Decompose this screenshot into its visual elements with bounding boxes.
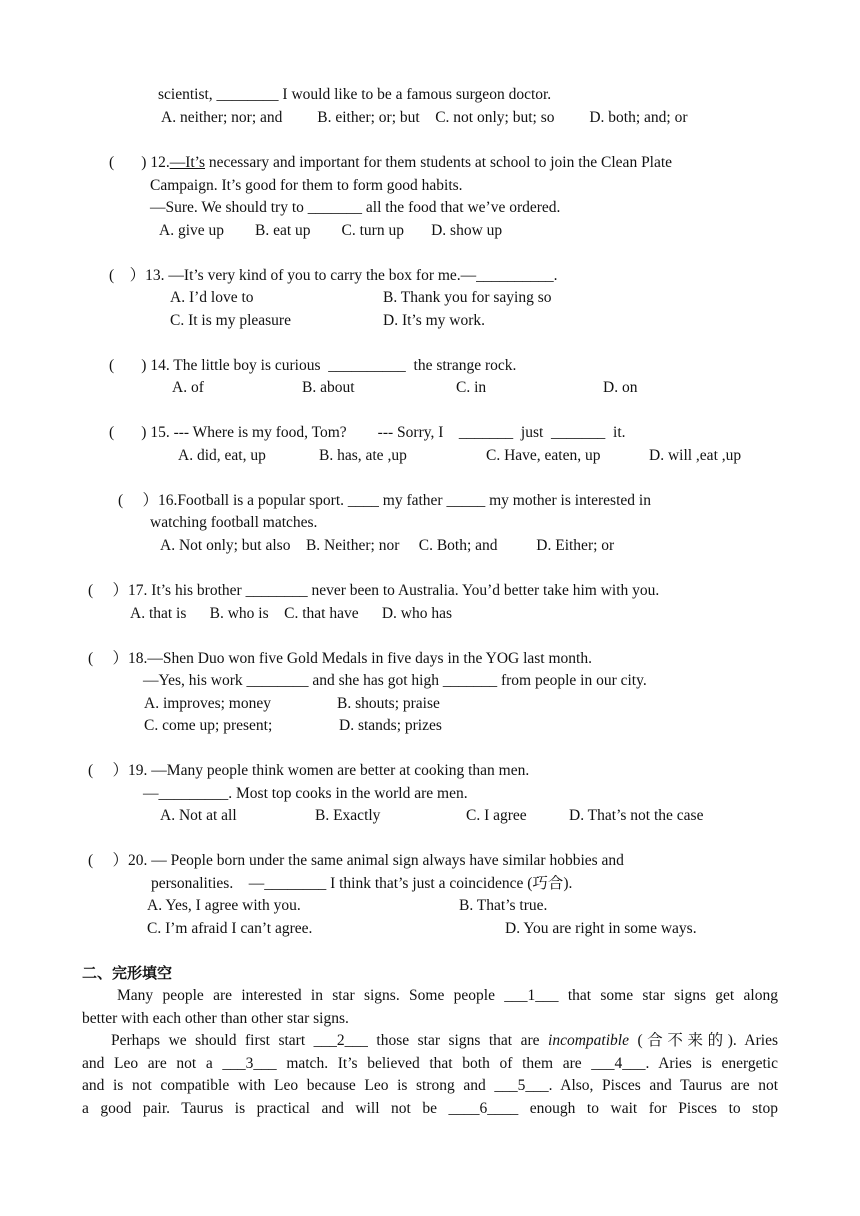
cloze-p2-text-b: (合不来的). Aries	[628, 1032, 778, 1049]
q15-option-d: D. will ,eat ,up	[649, 447, 742, 464]
q16-options: A. Not only; but also B. Neither; nor C. Both; and D. Either; or	[160, 537, 615, 554]
q20-option-b: B. That’s true.	[459, 897, 548, 914]
section-heading: 二、完形填空	[82, 964, 173, 982]
cloze-paragraph1-line1: Many people are interested in star signs. Some people ___1___ that some star signs get along	[117, 987, 778, 1004]
cloze-p2-italic: incompatible	[548, 1032, 629, 1049]
q12-underlined: —It’s	[169, 154, 206, 171]
q17-stem: ( ）17. It’s his brother ________ never been to Australia. You’d better take him with you.	[88, 582, 660, 599]
q13-stem: ( ）13. —It’s very kind of you to carry the box for me.—__________.	[109, 267, 558, 284]
q19-line2: —_________. Most top cooks in the world are men.	[143, 785, 468, 802]
q12-stem-text: necessary and important for them students at school to join the Clean Plate	[205, 154, 673, 171]
cloze-paragraph2-line2: and Leo are not a ___3___ match. It’s believed that both of them are ___4___. Aries is energetic	[82, 1055, 778, 1072]
q19-stem: ( ）19. —Many people think women are better at cooking than men.	[88, 762, 530, 779]
q15-option-b: B. has, ate ,up	[319, 447, 407, 464]
q19-option-b: B. Exactly	[315, 807, 381, 824]
q12-line2: Campaign. It’s good for them to form good habits.	[150, 177, 463, 194]
q11-line: scientist, ________ I would like to be a famous surgeon doctor.	[158, 86, 552, 103]
q18-option-d: D. stands; prizes	[339, 717, 442, 734]
q18-option-b: B. shouts; praise	[337, 695, 440, 712]
cloze-paragraph1-line2: better with each other than other star signs.	[82, 1010, 349, 1027]
q18-option-a: A. improves; money	[144, 695, 271, 712]
q14-option-b: B. about	[302, 379, 355, 396]
cloze-paragraph2-line3: and is not compatible with Leo because Leo is strong and ___5___. Also, Pisces and Taurus are not	[82, 1077, 778, 1094]
q12-stem	[109, 153, 672, 173]
q13-option-c: C. It is my pleasure	[170, 312, 291, 329]
q13-option-a: A. I’d love to	[170, 289, 254, 306]
q13-option-d: D. It’s my work.	[383, 312, 486, 329]
q19-option-c: C. I agree	[466, 807, 527, 824]
q12-options: A. give up B. eat up C. turn up D. show up	[159, 222, 503, 239]
q18-option-c: C. come up; present;	[144, 717, 273, 734]
q15-option-a: A. did, eat, up	[178, 447, 266, 464]
q20-stem: ( ）20. — People born under the same animal sign always have similar hobbies and	[88, 852, 624, 869]
q19-option-d: D. That’s not the case	[569, 807, 704, 824]
q20-option-c: C. I’m afraid I can’t agree.	[147, 920, 313, 937]
q18-stem: ( ）18.—Shen Duo won five Gold Medals in five days in the YOG last month.	[88, 650, 592, 667]
q20-option-d: D. You are right in some ways.	[505, 920, 697, 937]
q14-option-d: D. on	[603, 379, 638, 396]
q15-stem: ( ) 15. --- Where is my food, Tom? --- Sorry, I _______ just _______ it.	[109, 424, 626, 441]
q14-option-a: A. of	[172, 379, 204, 396]
q17-options: A. that is B. who is C. that have D. who has	[130, 605, 453, 622]
q14-option-c: C. in	[456, 379, 487, 396]
q11-options: A. neither; nor; and B. either; or; but C. not only; but; so D. both; and; or	[161, 109, 688, 126]
q16-line2: watching football matches.	[150, 514, 318, 531]
cloze-p2-text-a: Perhaps we should first start ___2___ those star signs that are	[111, 1032, 549, 1049]
cloze-paragraph2-line1	[82, 1031, 778, 1051]
cloze-paragraph2-line4: a good pair. Taurus is practical and will not be ____6____ enough to wait for Pisces to stop	[82, 1100, 778, 1117]
q19-option-a: A. Not at all	[160, 807, 237, 824]
q15-option-c: C. Have, eaten, up	[486, 447, 601, 464]
q12-number: ( ) 12.	[109, 154, 170, 171]
q14-stem: ( ) 14. The little boy is curious __________ the strange rock.	[109, 357, 517, 374]
q20-line2: personalities. —________ I think that’s just a coincidence (巧合).	[151, 875, 573, 892]
q16-stem: ( ）16.Football is a popular sport. ____ my father _____ my mother is interested in	[118, 492, 651, 509]
q12-line3: —Sure. We should try to _______ all the food that we’ve ordered.	[150, 199, 561, 216]
q13-option-b: B. Thank you for saying so	[383, 289, 552, 306]
q18-line2: —Yes, his work ________ and she has got high _______ from people in our city.	[143, 672, 647, 689]
q20-option-a: A. Yes, I agree with you.	[147, 897, 301, 914]
